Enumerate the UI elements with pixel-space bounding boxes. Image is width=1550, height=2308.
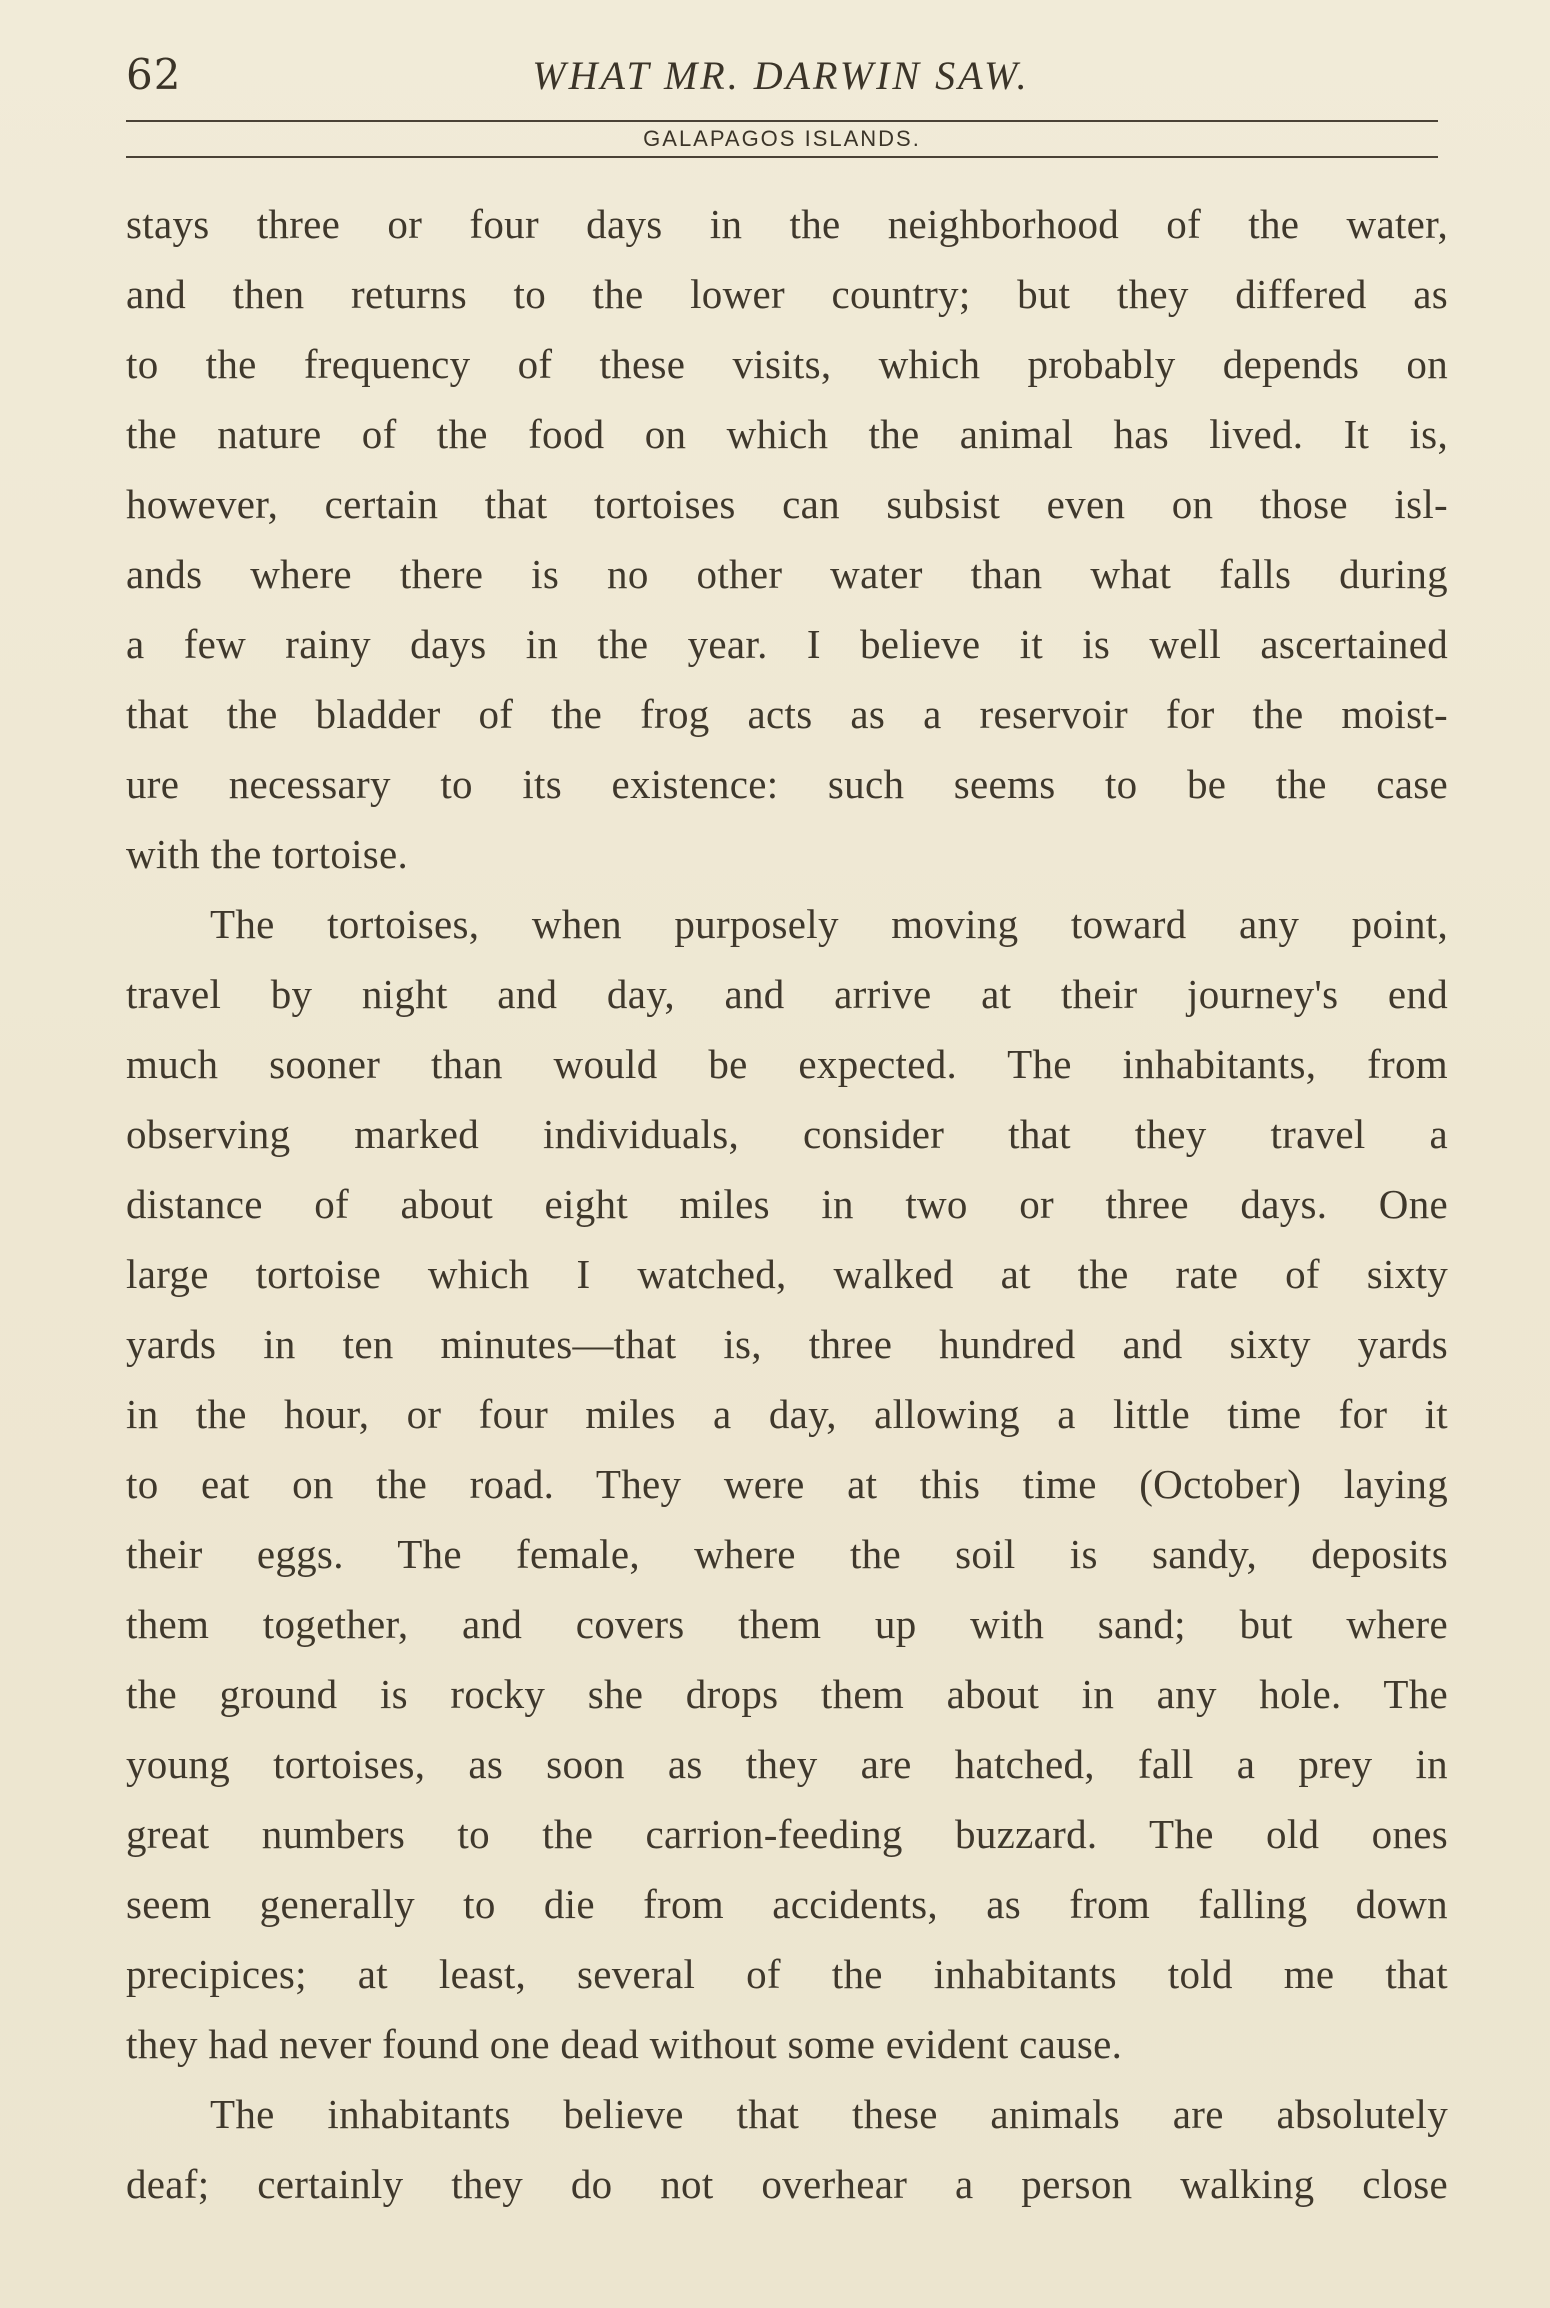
text-line: they had never found one dead without some evident cause. bbox=[126, 2021, 1123, 2067]
page-number: 62 bbox=[126, 50, 182, 99]
text-line: observing marked individuals, consider that they travel a bbox=[126, 1111, 1448, 1157]
text-line: in the hour, or four miles a day, allowing a little time for it bbox=[126, 1391, 1448, 1437]
text-line: travel by night and day, and arrive at their journey's end bbox=[126, 971, 1448, 1017]
text-line: the nature of the food on which the animal has lived. It is, bbox=[126, 411, 1448, 457]
text-line: ands where there is no other water than what falls during bbox=[126, 551, 1448, 597]
running-title: WHAT MR. DARWIN SAW. bbox=[532, 53, 1030, 98]
text-line: their eggs. The female, where the soil is sandy, deposits bbox=[126, 1531, 1448, 1577]
text-line: young tortoises, as soon as they are hatched, fall a prey in bbox=[126, 1741, 1448, 1787]
text-line: that the bladder of the frog acts as a reservoir for the moist- bbox=[126, 691, 1448, 737]
text-line: ure necessary to its existence: such seems to be the case bbox=[126, 761, 1448, 807]
text-line: however, certain that tortoises can subsist even on those isl- bbox=[126, 481, 1448, 527]
paragraph-start-line: The inhabitants believe that these animals are absolutely bbox=[210, 2091, 1448, 2137]
text-line: large tortoise which I watched, walked at the rate of sixty bbox=[126, 1251, 1448, 1297]
text-line: and then returns to the lower country; but they differed as bbox=[126, 271, 1448, 317]
body-text bbox=[126, 189, 1448, 2219]
section-title: GALAPAGOS ISLANDS. bbox=[643, 126, 921, 151]
text-line: yards in ten minutes—that is, three hundred and sixty yards bbox=[126, 1321, 1448, 1367]
text-line: to the frequency of these visits, which probably depends on bbox=[126, 341, 1448, 387]
text-line: them together, and covers them up with sand; but where bbox=[126, 1601, 1448, 1647]
text-line: great numbers to the carrion-feeding buzzard. The old ones bbox=[126, 1811, 1448, 1857]
paragraph-start-line: The tortoises, when purposely moving toward any point, bbox=[210, 901, 1448, 947]
page-header bbox=[126, 50, 1436, 110]
text-line: deaf; certainly they do not overhear a person walking close bbox=[126, 2161, 1448, 2207]
text-line: much sooner than would be expected. The inhabitants, from bbox=[126, 1041, 1448, 1087]
header-rule-top bbox=[126, 120, 1438, 122]
text-line: a few rainy days in the year. I believe it is well ascertained bbox=[126, 621, 1448, 667]
text-line: stays three or four days in the neighborhood of the water, bbox=[126, 201, 1448, 247]
text-line: seem generally to die from accidents, as from falling down bbox=[126, 1881, 1448, 1927]
text-line: with the tortoise. bbox=[126, 831, 409, 877]
text-line: to eat on the road. They were at this time (October) laying bbox=[126, 1461, 1448, 1507]
text-line: distance of about eight miles in two or three days. One bbox=[126, 1181, 1448, 1227]
text-line: the ground is rocky she drops them about in any hole. The bbox=[126, 1671, 1448, 1717]
header-rule-bottom bbox=[126, 156, 1438, 158]
text-line: precipices; at least, several of the inhabitants told me that bbox=[126, 1951, 1448, 1997]
